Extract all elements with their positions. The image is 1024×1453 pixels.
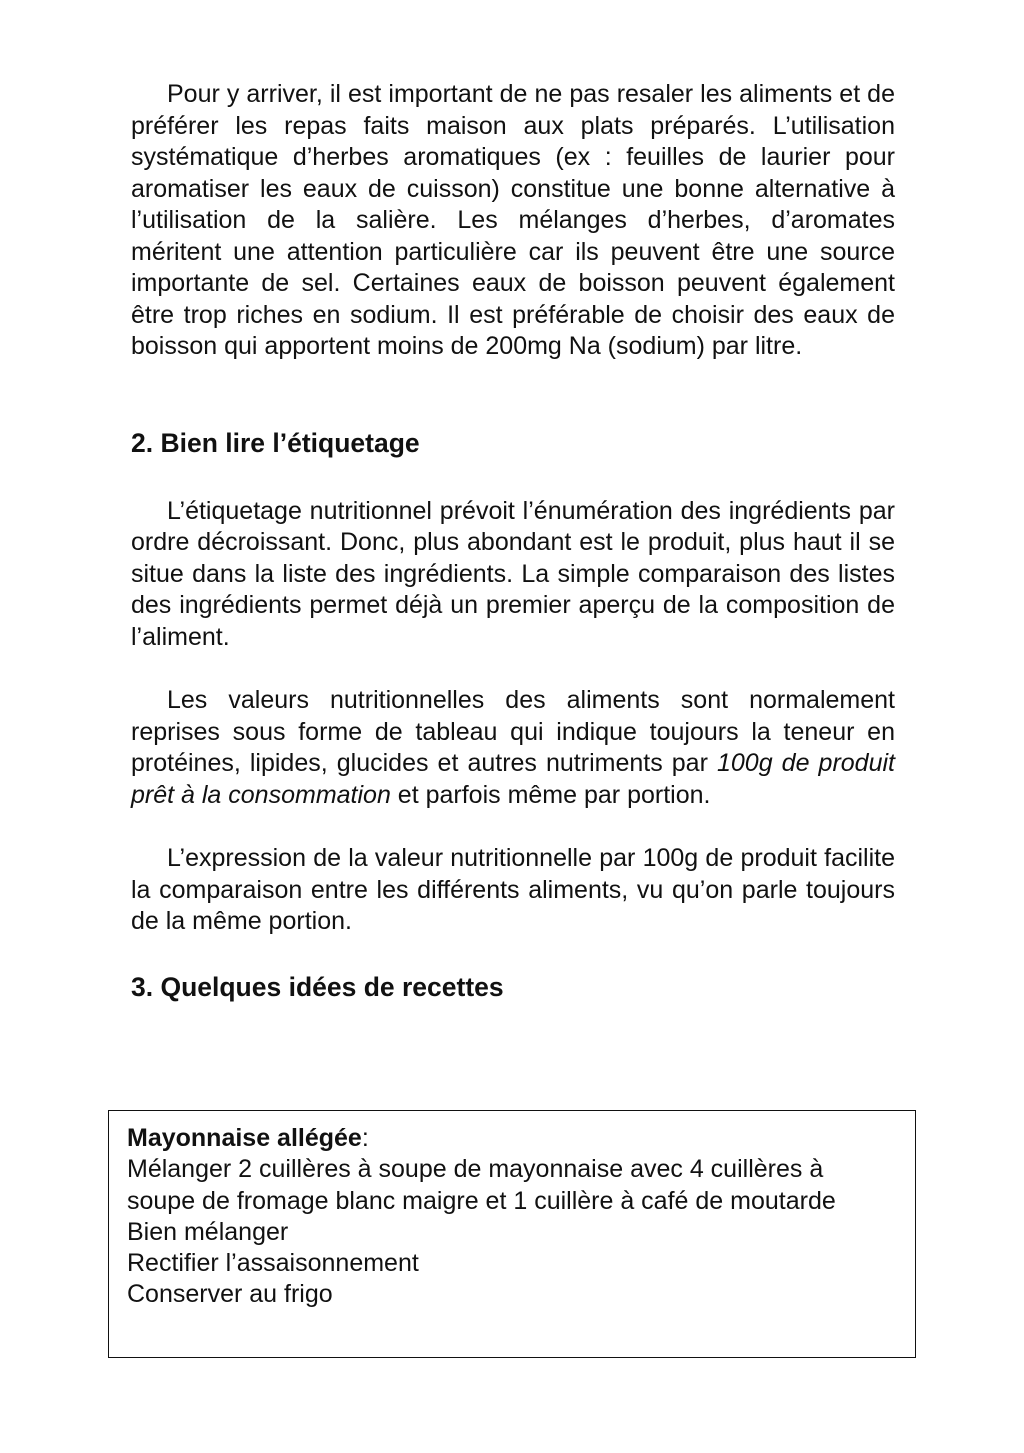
labeling-paragraph-3: L’expression de la valeur nutritionnelle par 100g de produit facilite la comparaison entre les différents aliments, vu qu’on parle toujours de la même portion. <box>131 844 895 935</box>
recipe-step-3: Rectifier l’assaisonnement <box>127 1249 419 1278</box>
labeling-paragraph-2 <box>131 685 895 811</box>
recipe-title-colon: : <box>361 1124 369 1152</box>
labeling-paragraph-2-start: Les valeurs nutritionnelles des aliments sont normalement reprises sous forme de tableau qui indique toujours la teneur en protéines, lipides, glucides et autres nutriments par <box>131 686 895 777</box>
recipe-step-1: Mélanger 2 cuillères à soupe de mayonnaise avec 4 cuillères à soupe de fromage blanc maigre et 1 cuillère à café de moutarde <box>127 1155 836 1215</box>
section-2-heading: 2. Bien lire l’étiquetage <box>131 427 420 458</box>
labeling-paragraph-2-end: et parfois même par portion. <box>390 780 711 809</box>
recipe-title-line <box>127 1123 897 1154</box>
section-3-heading: 3. Quelques idées de recettes <box>131 971 504 1002</box>
labeling-paragraph-1: L’étiquetage nutritionnel prévoit l’énumération des ingrédients par ordre décroissant. Donc, plus abondant est le produit, plus haut il se situe dans la liste des ingrédients. La simple comparaison des listes des ingrédients permet déjà un premier aperçu de la composition de l’aliment. <box>131 496 895 651</box>
intro-paragraph: Pour y arriver, il est important de ne pas resaler les aliments et de préférer les repas faits maison aux plats préparés. L’utilisation systématique d’herbes aromatiques (ex : feuilles de laurier pour aromatiser les eaux de cuisson) constitue une bonne alternative à l’utilisation de la salière. Les mélanges d’herbes, d’aromates méritent une attention particulière car ils peuvent être une source importante de sel. Certaines eaux de boisson peuvent également être trop riches en sodium. Il est préférable de choisir des eaux de boisson qui apportent moins de 200mg Na (sodium) par litre. <box>131 80 895 360</box>
recipe-step-4: Conserver au frigo <box>127 1280 333 1309</box>
recipe-box <box>108 1110 916 1358</box>
recipe-title: Mayonnaise allégée <box>127 1124 362 1152</box>
recipe-step-2: Bien mélanger <box>127 1217 289 1246</box>
labeling-paragraph-2-emphasis: 100g de produit prêt à la consommation <box>131 749 895 809</box>
document-page <box>131 79 895 1004</box>
